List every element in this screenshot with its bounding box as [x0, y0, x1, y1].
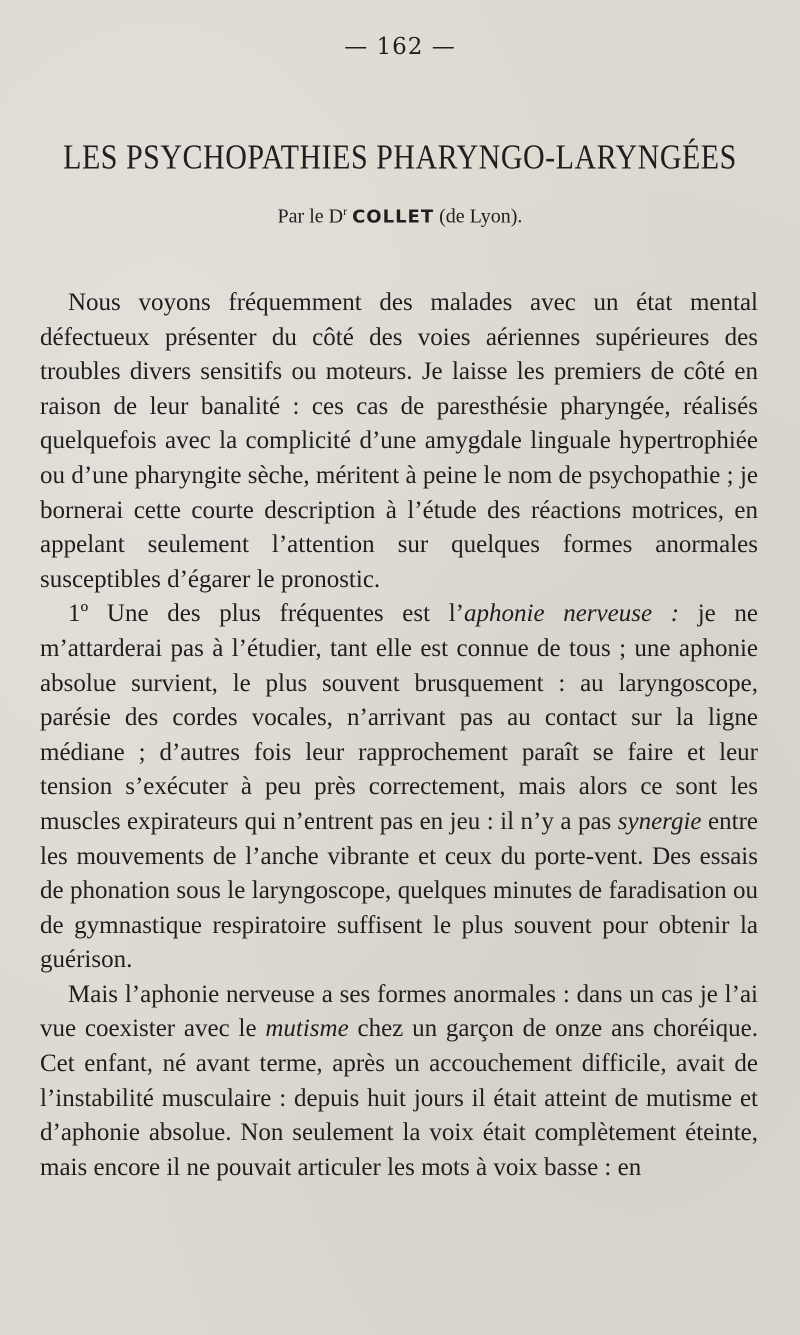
article-title: LES PSYCHOPATHIES PHARYNGO-LARYNGÉES	[63, 138, 737, 177]
term-synergie: synergie	[617, 807, 702, 835]
byline-suffix: (de Lyon).	[434, 205, 523, 228]
term-mutisme: mutisme	[265, 1015, 349, 1043]
article-body	[40, 286, 758, 1185]
paragraph-3-part-b: chez un garçon de onze ans choréique. Cet enfant, né avant terme, après un accouchement difficile, avait de l’instabilité musculaire : depuis huit jours il était atteint de mutisme et d’aphonie absolue. Non seulement la voix était complètement éteinte, mais encore il ne pouvait articuler les mots à voix basse : en	[40, 1015, 758, 1181]
paragraph-2	[40, 597, 758, 978]
paragraph-2-part-c: entre les mouvements de l’anche vibrante et ceux du porte-vent. Des essais de phonation sous le laryngoscope, quelques minutes de faradisation ou de gymnastique respiratoire suffisent le plus souvent pour obtenir la guérison.	[40, 807, 758, 974]
paragraph-1: Nous voyons fréquemment des malades avec un état mental défectueux présenter du côté des voies aériennes supérieures des troubles divers sensitifs ou moteurs. Je laisse les premiers de côté en raison de leur banalité : ces cas de paresthésie pharyngée, réalisés quelquefois avec la complicité d’une amygdale linguale hypertrophiée ou d’une pharyngite sèche, méritent à peine le nom de psychopathie ; je bornerai cette courte description à l’étude des réactions motrices, en appelant seulement l’attention sur quelques formes anormales susceptibles d’égarer le pronostic.	[40, 289, 758, 593]
paragraph-3	[40, 978, 758, 1186]
article-byline	[0, 204, 800, 229]
byline-prefix: Par le D	[277, 205, 344, 228]
term-aphonie-nerveuse: aphonie nerveuse :	[464, 600, 680, 628]
byline-superscript: r	[343, 204, 348, 218]
paragraph-2-part-b: je ne m’attarderai pas à l’étudier, tant elle est connue de tous ; une aphonie absolue survient, le plus souvent brusquement : au laryngoscope, parésie des cordes vocales, n’arrivant pas au contact sur la ligne médiane ; d’autres fois leur rapprochement paraît se faire et leur tension s’exécuter à peu près correctement, mais alors ce sont les muscles expirateurs qui n’entrent pas en jeu : il n’y a pas	[40, 600, 759, 835]
byline-author: COLLET	[352, 206, 435, 228]
page-number: — 162 —	[344, 34, 456, 60]
paragraph-2-part-a: 1º Une des plus fréquentes est l’	[68, 600, 465, 628]
paragraph-3-part-a: Mais l’aphonie nerveuse a ses formes anormales : dans un cas je l’ai vue coexister avec le	[40, 980, 758, 1043]
